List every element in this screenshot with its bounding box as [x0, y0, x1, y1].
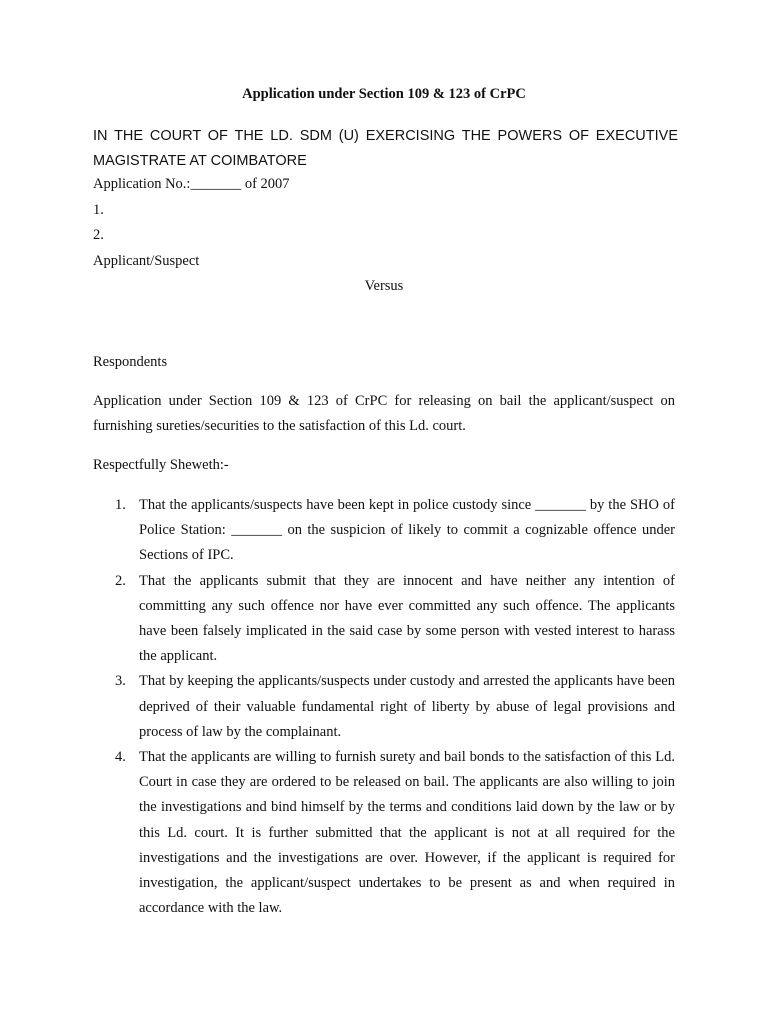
applicant-label: Applicant/Suspect	[93, 253, 200, 269]
respectfully-sheweth: Respectfully Sheweth:-	[93, 457, 229, 473]
list-item-number: 3.	[115, 673, 126, 690]
list-item	[93, 745, 675, 921]
list-item-text: That the applicants are willing to furnish surety and bail bonds to the satisfaction of this Ld. Court in case they are ordered to be released on bail. The applicants are also willing to join the investigations and bind himself by the terms and conditions laid down by the law or by this Ld. court. It is further submitted that the applicant is not at all required for the investigations and the investigations are over. However, if the applicant is required for investigation, the applicant/suspect undertakes to be present as and when required in accordance with the law.	[139, 749, 675, 917]
list-item	[93, 493, 675, 569]
versus-label: Versus	[364, 278, 404, 294]
numbered-list	[93, 493, 675, 921]
applicant-line-2: 2.	[93, 227, 104, 243]
list-item-number: 4.	[115, 749, 126, 766]
applicant-line-1: 1.	[93, 202, 104, 218]
list-item-number: 2.	[115, 572, 126, 589]
list-item-number: 1.	[115, 497, 126, 513]
application-intro: Application under Section 109 & 123 of CrPC for releasing on bail the applicant/suspect on furnishing sureties/securities to the satisfaction of this Ld. court.	[93, 393, 675, 434]
list-item-text: That by keeping the applicants/suspects under custody and arrested the applicants have been deprived of their valuable fundamental right of liberty by abuse of legal provisions and process of law by the complainant.	[139, 673, 675, 740]
list-item-text: That the applicants/suspects have been kept in police custody since _______ by the SHO of Police Station: _______ on the suspicion of likely to commit a cognizable offence under Sections of IPC.	[139, 497, 675, 564]
application-number: Application No.:_______ of 2007	[93, 176, 290, 192]
list-item-text: That the applicants submit that they are innocent and have neither any intention of committing any such offence nor have ever committed any such offence. The applicants have been falsely implicated in the said case by some person with vested interest to harass the applicant.	[139, 572, 675, 665]
court-heading: IN THE COURT OF THE LD. SDM (U) EXERCISING THE POWERS OF EXECUTIVE MAGISTRATE AT COIMBATORE	[93, 128, 678, 169]
list-item	[93, 669, 675, 745]
list-item	[93, 569, 675, 670]
respondents-label: Respondents	[93, 354, 168, 370]
document-title: Application under Section 109 & 123 of CrPC	[242, 86, 526, 102]
